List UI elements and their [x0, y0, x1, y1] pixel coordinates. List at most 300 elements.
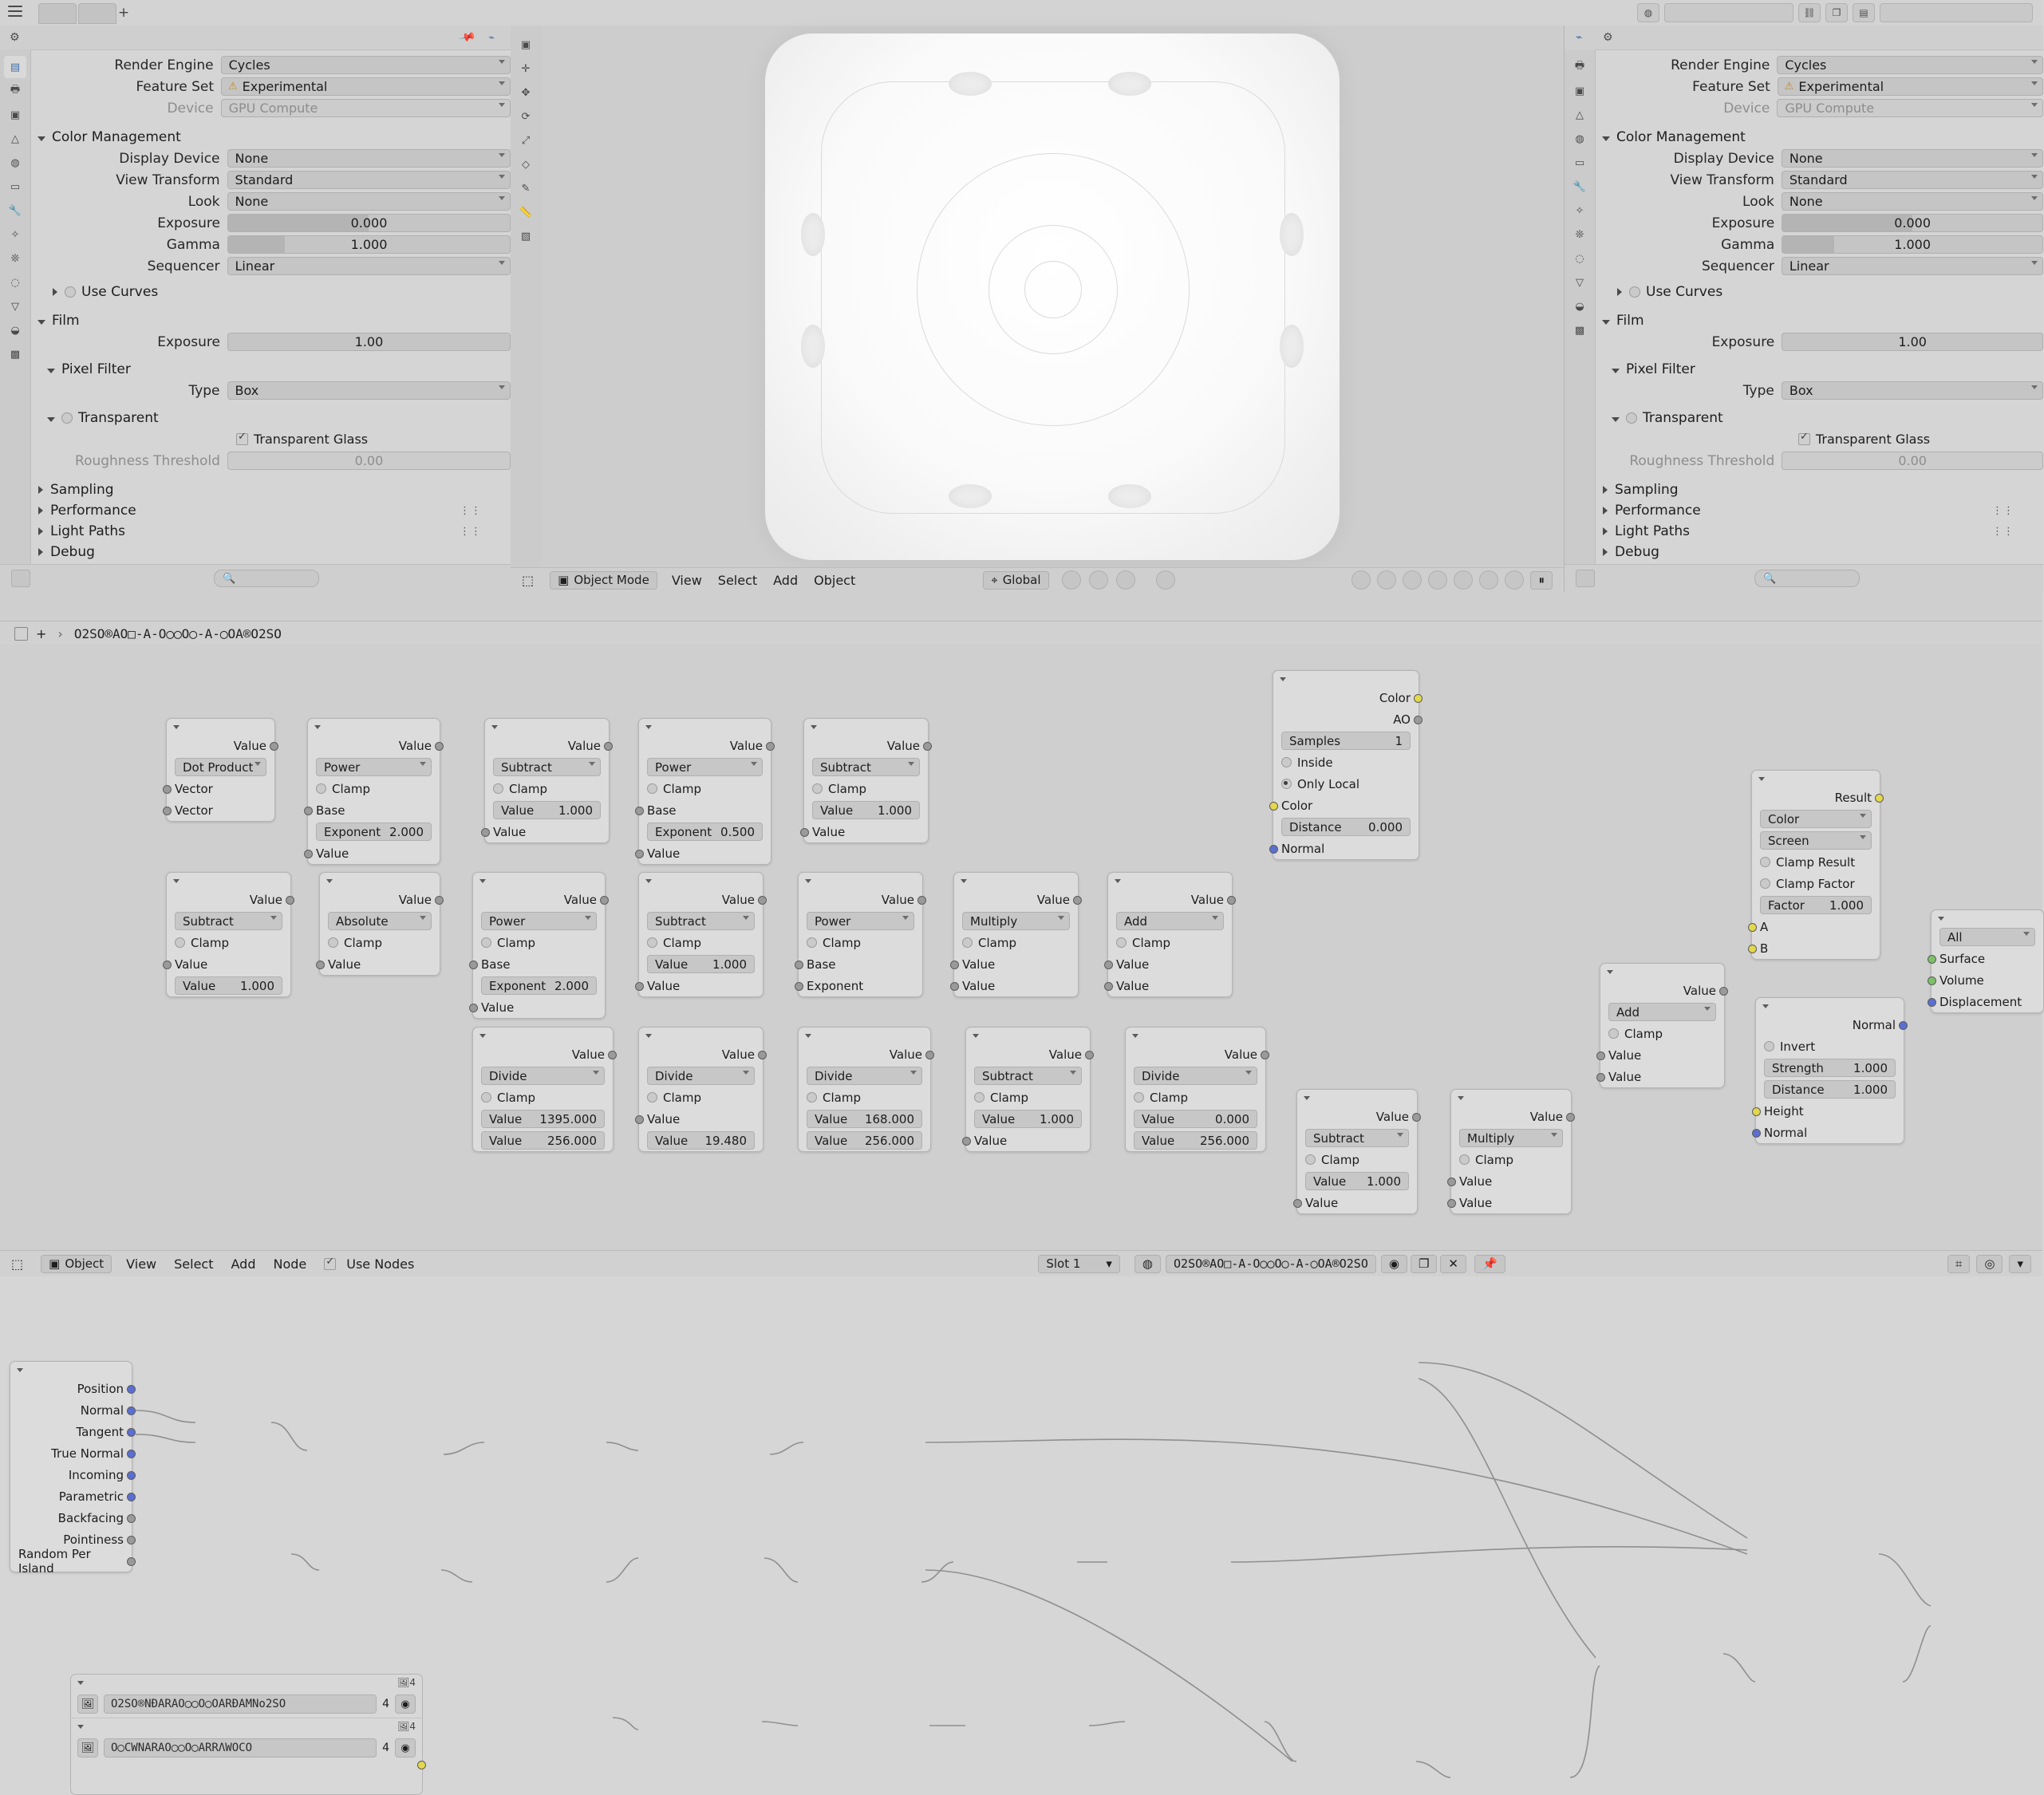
node-menu-view[interactable]: View	[126, 1256, 157, 1272]
node-toggle-row[interactable]	[1126, 1087, 1265, 1108]
view-transform-field[interactable]	[227, 171, 511, 189]
node-enum-field[interactable]: Multiply	[1459, 1129, 1563, 1147]
node-value-field[interactable]: Value 1.000	[974, 1110, 1082, 1128]
node-enum-field[interactable]: Divide	[647, 1067, 755, 1085]
filter-type-field[interactable]	[227, 381, 511, 400]
node-enum-field[interactable]: Power	[647, 758, 763, 776]
node-toggle[interactable]	[807, 937, 817, 948]
material-new-icon[interactable]: ❐	[1411, 1255, 1437, 1273]
node-toggle[interactable]	[481, 937, 491, 948]
tab-physics[interactable]: ◌	[1575, 252, 1584, 265]
node-enum-field[interactable]: Multiply	[962, 912, 1070, 930]
node-header[interactable]	[1451, 1090, 1571, 1106]
tab-scene[interactable]: △	[11, 132, 19, 145]
breadcrumb-path[interactable]: O2SO®AO□-A-O◯◯O◯-A-◯OA®O2SO	[73, 625, 282, 641]
options-icon[interactable]: ⋮⋮	[460, 504, 482, 517]
socket-in[interactable]	[795, 982, 803, 991]
scale-icon[interactable]: ⤢	[521, 134, 531, 147]
editor-type-icon[interactable]	[11, 570, 30, 587]
image-name-field-1[interactable]: O2SO®NÐARAO◯◯O◯OARÐAMNo2SO	[104, 1694, 377, 1714]
node-enum-field[interactable]: Power	[316, 758, 432, 776]
socket-in[interactable]	[1928, 998, 1936, 1007]
tab-output[interactable]: 🖶	[1574, 60, 1585, 72]
shading-rendered-icon[interactable]	[1505, 570, 1524, 590]
section-light-paths[interactable]	[30, 521, 511, 542]
node-toggle[interactable]	[316, 783, 326, 794]
node-toggle-row[interactable]	[1273, 773, 1419, 795]
node-value-field[interactable]: Distance 0.000	[1281, 818, 1411, 836]
node-enum-field[interactable]: Divide	[481, 1067, 605, 1085]
viewport-gizmo-icon[interactable]	[1377, 570, 1396, 590]
options-icon[interactable]: ⋮⋮	[1992, 525, 2014, 538]
section-use-curves-right[interactable]	[1609, 282, 2043, 302]
film-exposure-field[interactable]	[227, 333, 511, 351]
section-performance[interactable]	[30, 500, 511, 521]
socket-out[interactable]	[1414, 716, 1423, 724]
tab-data[interactable]: ◒	[10, 324, 20, 337]
tab-view-layer[interactable]: ▣	[1574, 85, 1585, 97]
tab-object[interactable]: 🔧	[1572, 180, 1587, 193]
node-math-add-2[interactable]	[1600, 963, 1725, 1088]
socket-in[interactable]	[163, 807, 172, 815]
interaction-mode-dropdown[interactable]	[550, 571, 657, 590]
node-header[interactable]	[1756, 998, 1904, 1014]
node-header[interactable]	[308, 719, 440, 735]
use-curves-checkbox[interactable]	[1629, 286, 1640, 298]
socket-out[interactable]	[127, 1557, 136, 1566]
node-bump-node[interactable]	[1755, 997, 1904, 1144]
socket-out[interactable]	[127, 1450, 136, 1458]
socket-out[interactable]	[1261, 1051, 1269, 1059]
transform-orientation-dropdown[interactable]	[983, 571, 1048, 590]
section-color-management-right[interactable]	[1595, 127, 2043, 148]
node-math-subtract-3[interactable]	[166, 872, 291, 997]
material-browse-button[interactable]: ◍	[1134, 1255, 1161, 1273]
node-menu-add[interactable]: Add	[231, 1256, 256, 1272]
scene-icon[interactable]: ◍	[1637, 3, 1659, 22]
socket-out[interactable]	[766, 742, 775, 751]
properties-editor-icon[interactable]: ⚙	[10, 31, 20, 44]
node-value-field[interactable]: Samples 1	[1281, 732, 1411, 750]
node-toggle[interactable]	[647, 783, 657, 794]
socket-out[interactable]	[1085, 1051, 1094, 1059]
node-value-field[interactable]: Value 256.000	[481, 1131, 605, 1150]
node-toggle[interactable]	[1116, 937, 1127, 948]
socket-in[interactable]	[1928, 976, 1936, 985]
node-toggle[interactable]	[1760, 857, 1770, 867]
feature-set-field[interactable]	[1778, 77, 2043, 96]
node-toggle[interactable]	[647, 1092, 657, 1103]
copy-icon[interactable]: ❐	[1825, 3, 1848, 22]
image-shield-icon[interactable]: ◉	[395, 1694, 416, 1714]
node-enum-field[interactable]: Dot Product	[175, 758, 266, 776]
node-output-all[interactable]	[1931, 909, 2044, 1013]
transparent-checkbox[interactable]	[61, 412, 73, 424]
node-toggle-row[interactable]	[1756, 1036, 1904, 1057]
menu-add[interactable]: Add	[773, 572, 799, 588]
socket-out[interactable]	[758, 1051, 767, 1059]
socket-in[interactable]	[1752, 1129, 1761, 1138]
image-browse-icon[interactable]: 🖼	[77, 1738, 98, 1758]
use-nodes-checkbox[interactable]	[324, 1258, 336, 1270]
node-value-field[interactable]: Factor 1.000	[1760, 896, 1872, 914]
display-device-field[interactable]	[1782, 149, 2043, 168]
node-toggle[interactable]	[493, 783, 503, 794]
node-math-multiply-2[interactable]	[1450, 1089, 1572, 1214]
socket-in[interactable]	[1447, 1178, 1456, 1186]
proportional-edit-icon[interactable]	[1116, 570, 1135, 590]
socket-out[interactable]	[127, 1514, 136, 1523]
node-math-divide-1[interactable]	[472, 1027, 614, 1152]
section-performance-right[interactable]	[1595, 500, 2043, 521]
node-math-subtract-2[interactable]	[803, 718, 929, 843]
node-toggle[interactable]	[481, 1092, 491, 1103]
node-enum-field[interactable]: Color	[1760, 810, 1872, 828]
section-film-right[interactable]	[1595, 310, 2043, 331]
socket-in[interactable]	[163, 785, 172, 794]
node-value-field[interactable]: Value 1.000	[812, 801, 920, 819]
select-box-icon[interactable]: ▣	[520, 38, 531, 51]
tab-view-layer[interactable]: ▣	[10, 108, 21, 121]
use-curves-checkbox[interactable]	[65, 286, 76, 298]
overlay-icon[interactable]: ◎	[1976, 1255, 2003, 1273]
socket-in[interactable]	[635, 807, 644, 815]
node-math-power-3[interactable]	[472, 872, 606, 1019]
node-header[interactable]	[966, 1028, 1090, 1043]
node-toggle[interactable]	[1281, 779, 1292, 789]
rotate-icon[interactable]: ⟳	[521, 110, 531, 123]
node-value-field[interactable]: Value 1.000	[493, 801, 601, 819]
node-enum-field[interactable]: Divide	[807, 1067, 922, 1085]
socket-out[interactable]	[417, 1761, 426, 1769]
section-use-curves[interactable]	[45, 282, 511, 302]
node-header[interactable]	[1108, 873, 1232, 889]
node-toggle[interactable]	[328, 937, 338, 948]
menu-select[interactable]: Select	[717, 572, 758, 588]
film-exposure-field[interactable]	[1782, 333, 2043, 351]
node-enum-field[interactable]: Divide	[1134, 1067, 1257, 1085]
node-toggle-row[interactable]	[308, 778, 440, 799]
pin-icon[interactable]: 📌	[1474, 1255, 1505, 1273]
exposure-slider[interactable]	[1782, 214, 2043, 232]
feature-set-field[interactable]	[221, 77, 511, 96]
annotate-icon[interactable]: ✎	[521, 182, 531, 195]
node-value-field[interactable]: Value 1.000	[1305, 1172, 1409, 1190]
layer-icon[interactable]: ▤	[1853, 3, 1875, 22]
tab-scene[interactable]: △	[1576, 108, 1584, 121]
snap-magnet-icon[interactable]	[1062, 570, 1081, 590]
node-toggle-row[interactable]	[639, 778, 771, 799]
socket-in[interactable]	[1752, 1107, 1761, 1116]
image-browse-icon[interactable]: 🖼	[77, 1694, 98, 1714]
node-toggle-row[interactable]	[1297, 1149, 1417, 1170]
node-value-field[interactable]: Strength 1.000	[1764, 1059, 1896, 1077]
socket-in[interactable]	[1269, 845, 1278, 854]
transparent-glass-checkbox[interactable]	[1798, 433, 1810, 445]
viewport-visibility-icon[interactable]	[1351, 570, 1371, 590]
socket-in[interactable]	[1269, 802, 1278, 811]
socket-in[interactable]	[469, 1004, 478, 1012]
socket-in[interactable]	[1596, 1073, 1605, 1082]
socket-out[interactable]	[435, 896, 444, 905]
transparent-glass-checkbox[interactable]	[236, 433, 248, 445]
node-enum-field[interactable]: Add	[1608, 1003, 1716, 1021]
section-debug[interactable]	[30, 542, 511, 562]
view-transform-field[interactable]	[1782, 171, 2043, 189]
node-header[interactable]	[804, 719, 928, 735]
node-math-multiply-1[interactable]	[953, 872, 1079, 997]
tab-particles[interactable]: ❊	[1575, 228, 1584, 241]
node-math-power-2[interactable]	[638, 718, 771, 865]
view-layer-field[interactable]	[1880, 3, 2033, 22]
menu-view[interactable]: View	[671, 572, 702, 588]
node-toggle[interactable]	[1134, 1092, 1144, 1103]
section-sampling-right[interactable]	[1595, 479, 2043, 500]
image-shield-icon[interactable]: ◉	[395, 1738, 416, 1758]
node-header[interactable]	[1297, 1090, 1417, 1106]
visibility-icon[interactable]	[1156, 570, 1175, 590]
node-toggle[interactable]	[962, 937, 973, 948]
socket-out[interactable]	[1899, 1021, 1908, 1030]
node-toggle[interactable]	[1608, 1028, 1619, 1039]
socket-in[interactable]	[1104, 961, 1113, 969]
transform-icon[interactable]: ◇	[522, 158, 530, 171]
socket-in[interactable]	[304, 807, 313, 815]
socket-out[interactable]	[127, 1493, 136, 1501]
node-vecmath-dot[interactable]	[166, 718, 275, 822]
render-properties-icon[interactable]: ⌁	[1576, 31, 1583, 44]
node-toggle[interactable]	[974, 1092, 985, 1103]
socket-out[interactable]	[604, 742, 613, 751]
node-value-field[interactable]: Value 1.000	[175, 976, 282, 995]
socket-in[interactable]	[635, 982, 644, 991]
node-toggle[interactable]	[1281, 757, 1292, 767]
socket-out[interactable]	[917, 896, 926, 905]
search-input[interactable]	[1754, 570, 1860, 587]
editor-type-icon[interactable]	[1576, 570, 1595, 587]
node-header[interactable]	[485, 719, 609, 735]
socket-out[interactable]	[127, 1428, 136, 1437]
node-menu-select[interactable]: Select	[174, 1256, 214, 1272]
node-value-field[interactable]: Value 19.480	[647, 1131, 755, 1150]
node-header[interactable]	[167, 719, 274, 735]
node-header[interactable]	[1273, 671, 1419, 687]
node-value-field[interactable]: Value 256.000	[1134, 1131, 1257, 1150]
node-header[interactable]	[639, 719, 771, 735]
node-toggle-row[interactable]	[320, 932, 440, 953]
node-enum-field[interactable]: Subtract	[974, 1067, 1082, 1085]
tab-output[interactable]: 🖶	[10, 84, 21, 96]
options-icon[interactable]: ▾	[2009, 1255, 2031, 1273]
socket-out[interactable]	[1412, 1113, 1421, 1122]
section-sampling[interactable]	[30, 479, 511, 500]
tab-constraints[interactable]: ▽	[11, 300, 19, 313]
tab-particles[interactable]: ❊	[10, 252, 20, 265]
add-workspace-button[interactable]: +	[117, 5, 130, 21]
options-icon[interactable]: ⋮⋮	[1992, 504, 2014, 517]
node-math-divide-4[interactable]	[1125, 1027, 1266, 1152]
editor-type-icon[interactable]: ⬚	[11, 1256, 24, 1272]
node-enum-field[interactable]: Subtract	[812, 758, 920, 776]
node-header[interactable]	[1600, 964, 1724, 980]
node-toggle-row[interactable]	[485, 778, 609, 799]
node-header[interactable]	[71, 1675, 422, 1690]
section-color-management[interactable]	[30, 127, 511, 148]
socket-out[interactable]	[1875, 794, 1884, 803]
viewport-overlay-icon[interactable]	[1403, 570, 1422, 590]
options-icon[interactable]: ⋮⋮	[460, 525, 482, 538]
node-enum-field[interactable]: Subtract	[175, 912, 282, 930]
node-header[interactable]	[1932, 910, 2043, 926]
socket-in[interactable]	[163, 961, 172, 969]
tab-physics[interactable]: ◌	[10, 276, 20, 289]
tab-material[interactable]: ▩	[1574, 324, 1585, 337]
properties-editor-icon[interactable]: ⚙	[1603, 31, 1613, 44]
measure-icon[interactable]: 📏	[519, 206, 533, 219]
socket-in[interactable]	[795, 961, 803, 969]
material-shield-icon[interactable]: ◉	[1381, 1255, 1407, 1273]
render-engine-field[interactable]	[1777, 56, 2043, 74]
tab-data[interactable]: ◒	[1575, 300, 1584, 313]
device-field[interactable]	[1777, 99, 2043, 117]
node-menu-node[interactable]: Node	[273, 1256, 307, 1272]
node-toggle-row[interactable]	[954, 932, 1078, 953]
display-device-field[interactable]	[227, 149, 511, 168]
node-toggle[interactable]	[807, 1092, 817, 1103]
node-enum-field[interactable]: Subtract	[493, 758, 601, 776]
transparent-checkbox[interactable]	[1626, 412, 1637, 424]
node-math-subtract-1[interactable]	[484, 718, 610, 843]
node-value-field[interactable]: Value 1395.000	[481, 1110, 605, 1128]
hamburger-icon[interactable]	[8, 6, 22, 17]
section-transparent-right[interactable]	[1604, 408, 2043, 428]
socket-in[interactable]	[635, 850, 644, 858]
socket-out[interactable]	[286, 896, 294, 905]
node-header[interactable]	[1752, 771, 1880, 787]
node-enum-field[interactable]: Power	[807, 912, 914, 930]
socket-out[interactable]	[925, 1051, 934, 1059]
node-mixshader[interactable]	[1751, 770, 1880, 960]
node-toggle[interactable]	[1459, 1154, 1470, 1165]
node-toggle-row[interactable]	[167, 932, 290, 953]
move-icon[interactable]: ✥	[521, 86, 531, 99]
node-header[interactable]	[639, 1028, 763, 1043]
socket-in[interactable]	[1104, 982, 1113, 991]
gamma-slider[interactable]	[1782, 235, 2043, 254]
node-math-divide-2[interactable]	[638, 1027, 764, 1152]
node-toggle[interactable]	[1760, 878, 1770, 889]
exposure-slider[interactable]	[227, 214, 511, 232]
node-header-2[interactable]	[71, 1718, 422, 1734]
socket-out[interactable]	[600, 896, 609, 905]
look-field[interactable]	[1782, 192, 2043, 211]
socket-out[interactable]	[923, 742, 932, 751]
editor-type-icon[interactable]: ⬚	[522, 572, 535, 588]
node-value-field[interactable]: Value 168.000	[807, 1110, 922, 1128]
node-toggle-row[interactable]	[1752, 873, 1880, 894]
filter-type-field[interactable]	[1782, 381, 2043, 400]
node-toggle-row[interactable]	[639, 932, 763, 953]
tab-collection[interactable]: ▭	[10, 180, 21, 193]
socket-in[interactable]	[1447, 1199, 1456, 1208]
node-value-field[interactable]: Value 0.000	[1134, 1110, 1257, 1128]
tab-collection[interactable]: ▭	[1574, 156, 1585, 169]
node-toggle-row[interactable]	[799, 1087, 930, 1108]
node-header[interactable]	[799, 873, 922, 889]
socket-out[interactable]	[608, 1051, 617, 1059]
node-math-power-1[interactable]	[307, 718, 440, 865]
node-toggle-row[interactable]	[1600, 1023, 1724, 1044]
node-math-subtract-6[interactable]	[1296, 1089, 1418, 1214]
node-toggle-row[interactable]	[473, 932, 605, 953]
node-toggle[interactable]	[1764, 1041, 1774, 1051]
use-nodes-toggle[interactable]	[324, 1256, 414, 1272]
socket-in[interactable]	[1293, 1199, 1302, 1208]
socket-in[interactable]	[950, 961, 959, 969]
tab-render[interactable]: ▤	[4, 56, 26, 78]
node-toggle-row[interactable]	[1273, 752, 1419, 773]
cursor-icon[interactable]: ✛	[521, 62, 531, 75]
socket-out[interactable]	[270, 742, 278, 751]
section-film[interactable]	[30, 310, 511, 331]
node-toggle-row[interactable]	[473, 1087, 613, 1108]
pin-icon[interactable]: 📌	[457, 28, 476, 47]
node-geometry[interactable]	[10, 1361, 132, 1576]
tab-material[interactable]: ▩	[10, 348, 21, 361]
node-value-field[interactable]: Exponent 0.500	[647, 823, 763, 841]
node-math-subtract-4[interactable]	[638, 872, 764, 997]
socket-in[interactable]	[1928, 955, 1936, 964]
node-header[interactable]	[473, 1028, 613, 1043]
socket-out[interactable]	[435, 742, 444, 751]
node-math-subtract-5[interactable]	[965, 1027, 1091, 1152]
shading-solid-icon[interactable]	[1454, 570, 1473, 590]
node-header[interactable]	[167, 873, 290, 889]
node-toggle[interactable]	[647, 937, 657, 948]
sequencer-field[interactable]	[227, 257, 511, 275]
node-header[interactable]	[954, 873, 1078, 889]
section-light-paths-right[interactable]	[1595, 521, 2043, 542]
node-value-field[interactable]: Value 1.000	[647, 955, 755, 973]
roughness-threshold-field[interactable]	[1782, 452, 2043, 470]
snap-target-icon[interactable]	[1089, 570, 1108, 590]
look-field[interactable]	[227, 192, 511, 211]
node-enum-field[interactable]: Absolute	[328, 912, 432, 930]
node-header[interactable]	[639, 873, 763, 889]
node-enum-field[interactable]: Add	[1116, 912, 1224, 930]
node-header[interactable]	[799, 1028, 930, 1043]
node-header[interactable]	[10, 1362, 132, 1378]
workspace-tab-2[interactable]	[78, 3, 116, 24]
socket-out[interactable]	[127, 1471, 136, 1480]
render-engine-field[interactable]	[221, 56, 511, 74]
socket-in[interactable]	[1596, 1051, 1605, 1060]
tab-modifiers[interactable]: ✧	[1575, 204, 1584, 217]
node-toggle-row[interactable]	[799, 932, 922, 953]
gamma-slider[interactable]	[227, 235, 511, 254]
roughness-threshold-field[interactable]	[227, 452, 511, 470]
section-pixel-filter-right[interactable]	[1604, 359, 2043, 380]
material-unlink-icon[interactable]: ✕	[1440, 1255, 1466, 1273]
node-math-add-1[interactable]	[1107, 872, 1233, 997]
tab-world[interactable]: ◍	[10, 156, 20, 169]
node-toggle[interactable]	[1305, 1154, 1316, 1165]
link-icon[interactable]: ⛓	[1798, 3, 1821, 22]
socket-in[interactable]	[635, 1115, 644, 1124]
shading-material-icon[interactable]	[1479, 570, 1498, 590]
socket-in[interactable]	[800, 828, 809, 837]
node-toggle-row[interactable]	[639, 1087, 763, 1108]
